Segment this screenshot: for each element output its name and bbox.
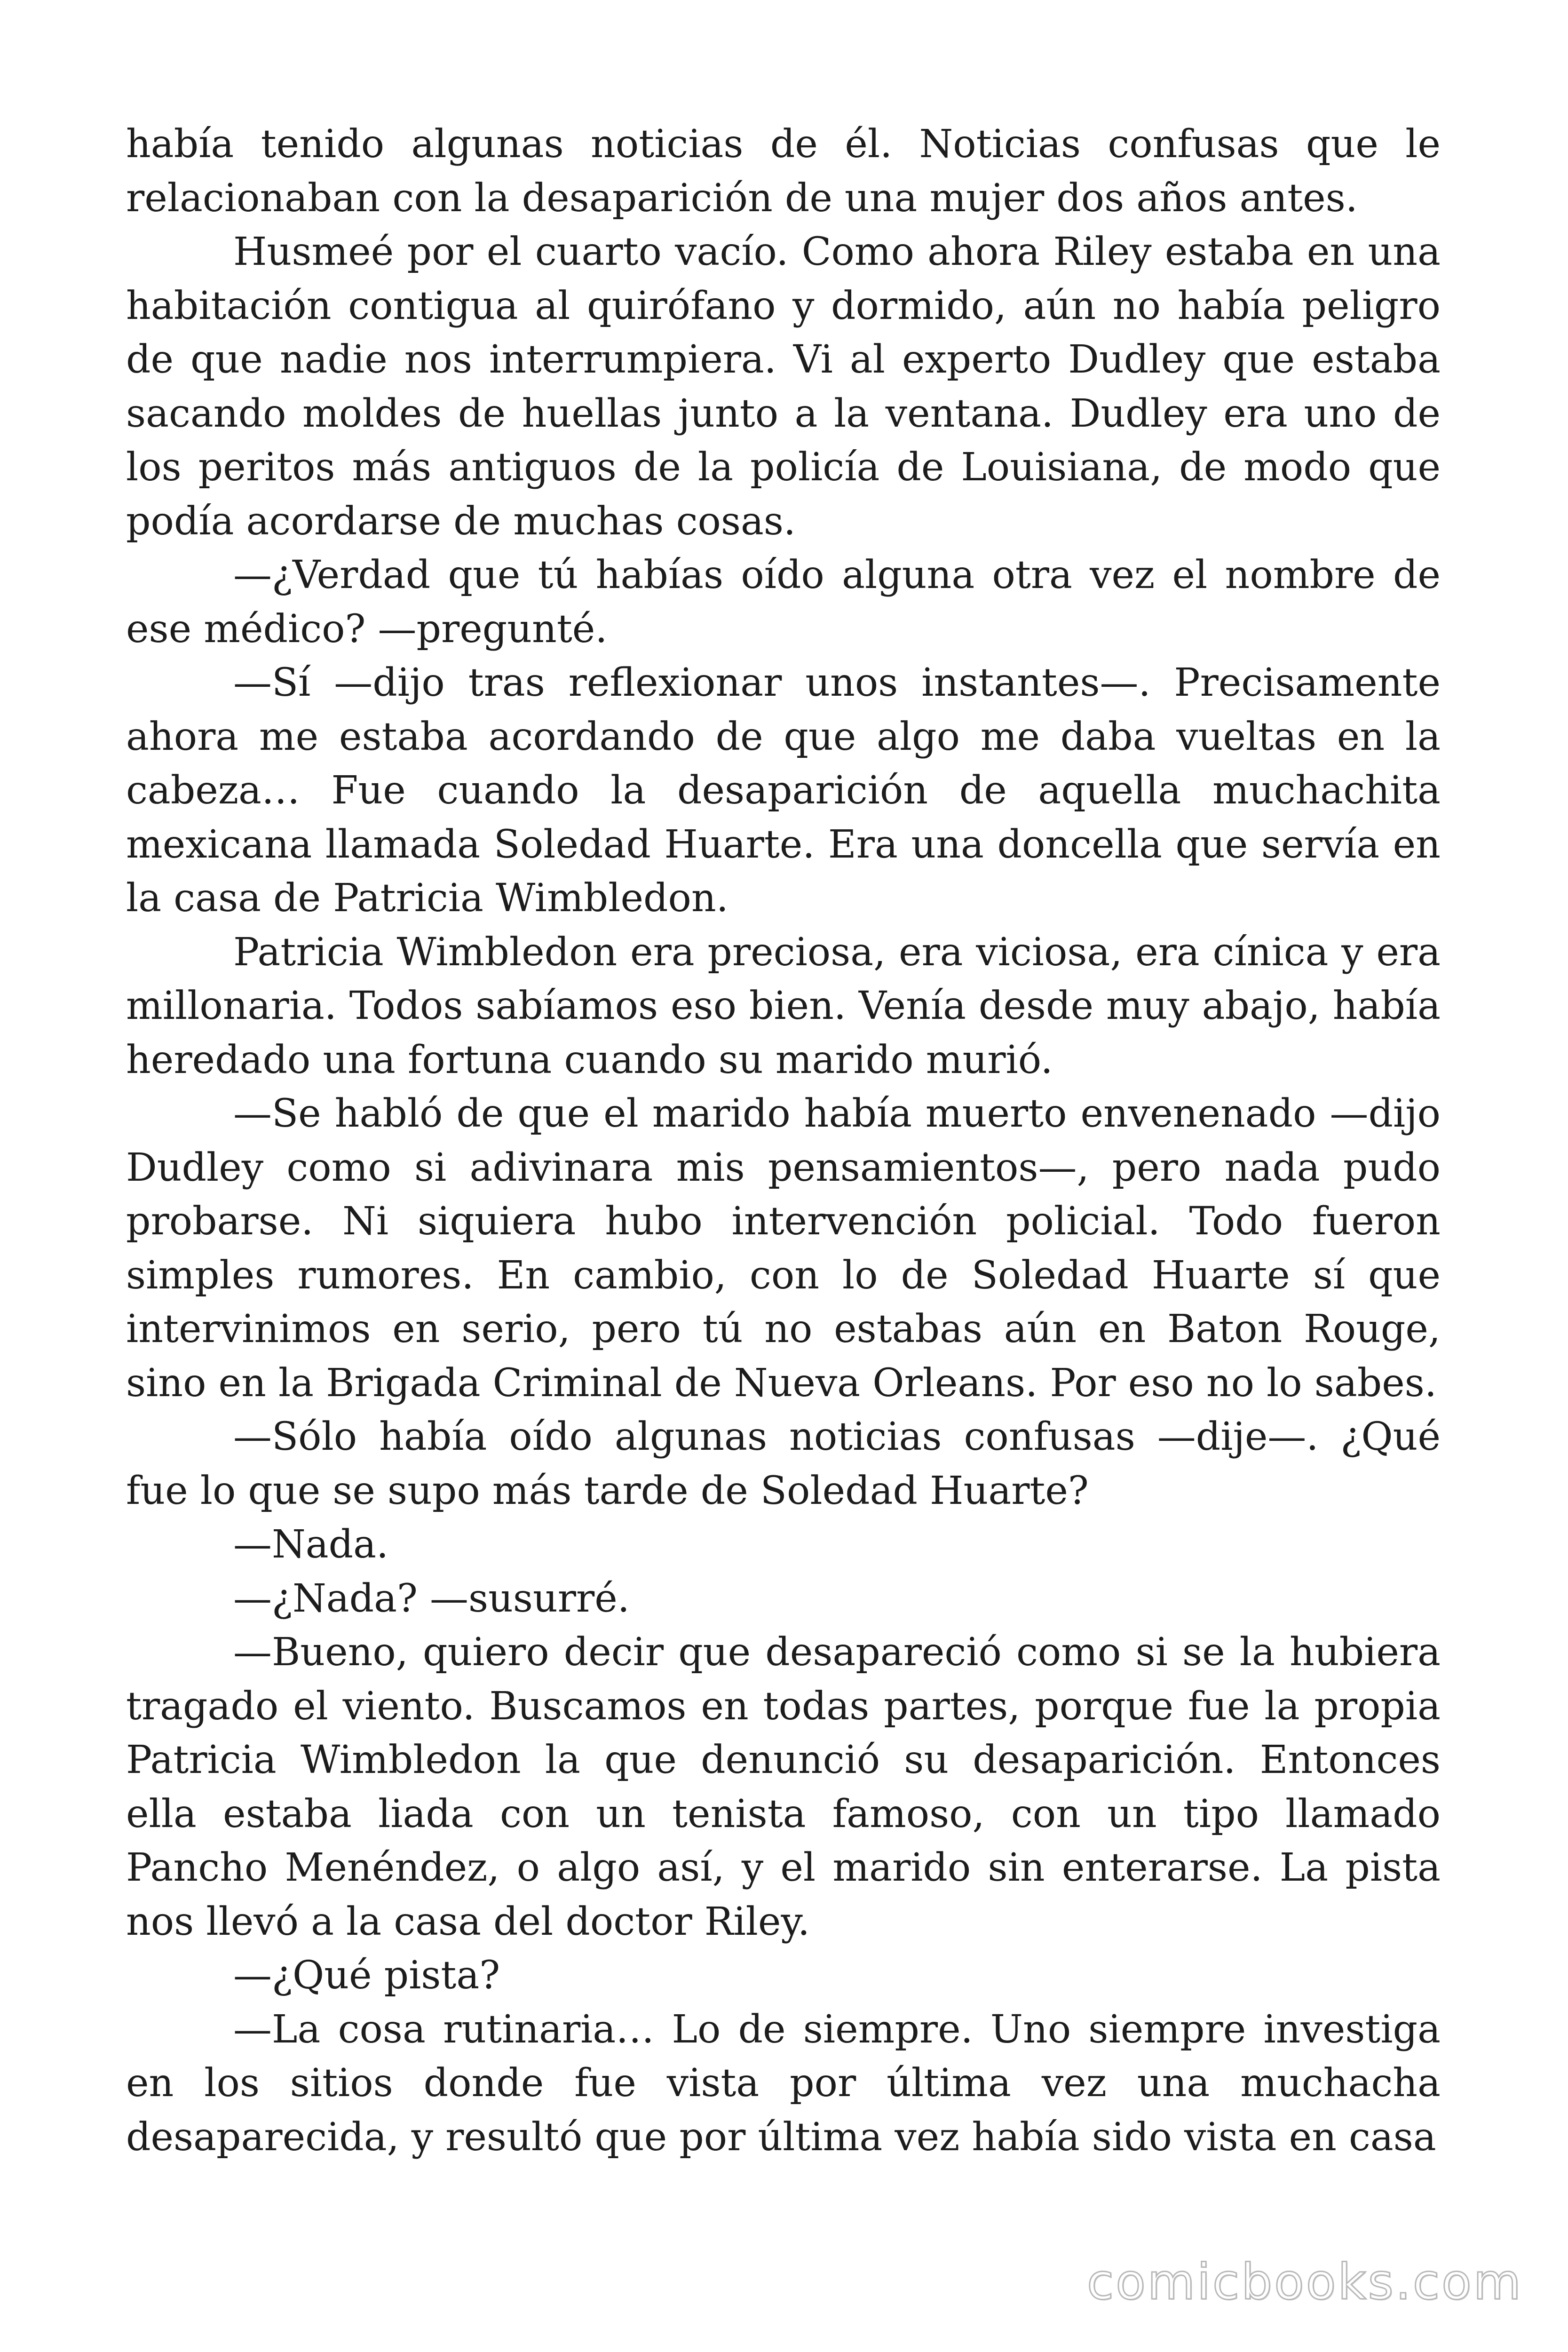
page-text-body [126, 118, 1441, 2164]
paragraph-1: había tenido algunas noticias de él. Noticias confusas que le relacionaban con la desaparición de una mujer dos años antes. [126, 122, 1441, 221]
paragraph-4: —Sí —dijo tras reflexionar unos instantes—. Precisamente ahora me estaba acordando de que algo me daba vueltas en la cabeza… Fue cuando la desaparición de aquella muchachita mexicana llamada Soledad Huarte. Era una doncella que servía en la casa de Patricia Wimbledon. [126, 660, 1441, 921]
paragraph-9: —¿Nada? —susurré. [233, 1576, 630, 1621]
watermark: comicbooks.com [1086, 2253, 1523, 2311]
paragraph-3: —¿Verdad que tú habías oído alguna otra vez el nombre de ese médico? —pregunté. [126, 553, 1441, 652]
paragraph-8: —Nada. [233, 1522, 389, 1567]
paragraph-7: —Sólo había oído algunas noticias confusas —dije—. ¿Qué fue lo que se supo más tarde de Soledad Huarte? [126, 1414, 1441, 1513]
paragraph-5: Patricia Wimbledon era preciosa, era viciosa, era cínica y era millonaria. Todos sabíamos eso bien. Venía desde muy abajo, había heredado una fortuna cuando su marido murió. [126, 930, 1441, 1082]
paragraph-6: —Se habló de que el marido había muerto envenenado —dijo Dudley como si adivinara mis pensamientos—, pero nada pudo probarse. Ni siquiera hubo intervención policial. Todo fueron simples rumores. En cambio, con lo de Soledad Huarte sí que intervinimos en serio, pero tú no estabas aún en Baton Rouge, sino en la Brigada Criminal de Nueva Orleans. Por eso no lo sabes. [126, 1091, 1441, 1406]
paragraph-2: Husmeé por el cuarto vacío. Como ahora Riley estaba en una habitación contigua al quirófano y dormido, aún no había peligro de que nadie nos interrumpiera. Vi al experto Dudley que estaba sacando moldes de huellas junto a la ventana. Dudley era uno de los peritos más antiguos de la policía de Louisiana, de modo que podía acordarse de muchas cosas. [126, 230, 1441, 544]
paragraph-12: —La cosa rutinaria… Lo de siempre. Uno siempre investiga en los sitios donde fue vista por última vez una muchacha desaparecida, y resultó que por última vez había sido vista en casa [126, 2007, 1441, 2160]
paragraph-11: —¿Qué pista? [233, 1953, 500, 1998]
paragraph-10: —Bueno, quiero decir que desapareció como si se la hubiera tragado el viento. Buscamos en todas partes, porque fue la propia Patricia Wimbledon la que denunció su desaparición. Entonces ella estaba liada con un tenista famoso, con un tipo llamado Pancho Menéndez, o algo así, y el marido sin enterarse. La pista nos llevó a la casa del doctor Riley. [126, 1630, 1441, 1944]
